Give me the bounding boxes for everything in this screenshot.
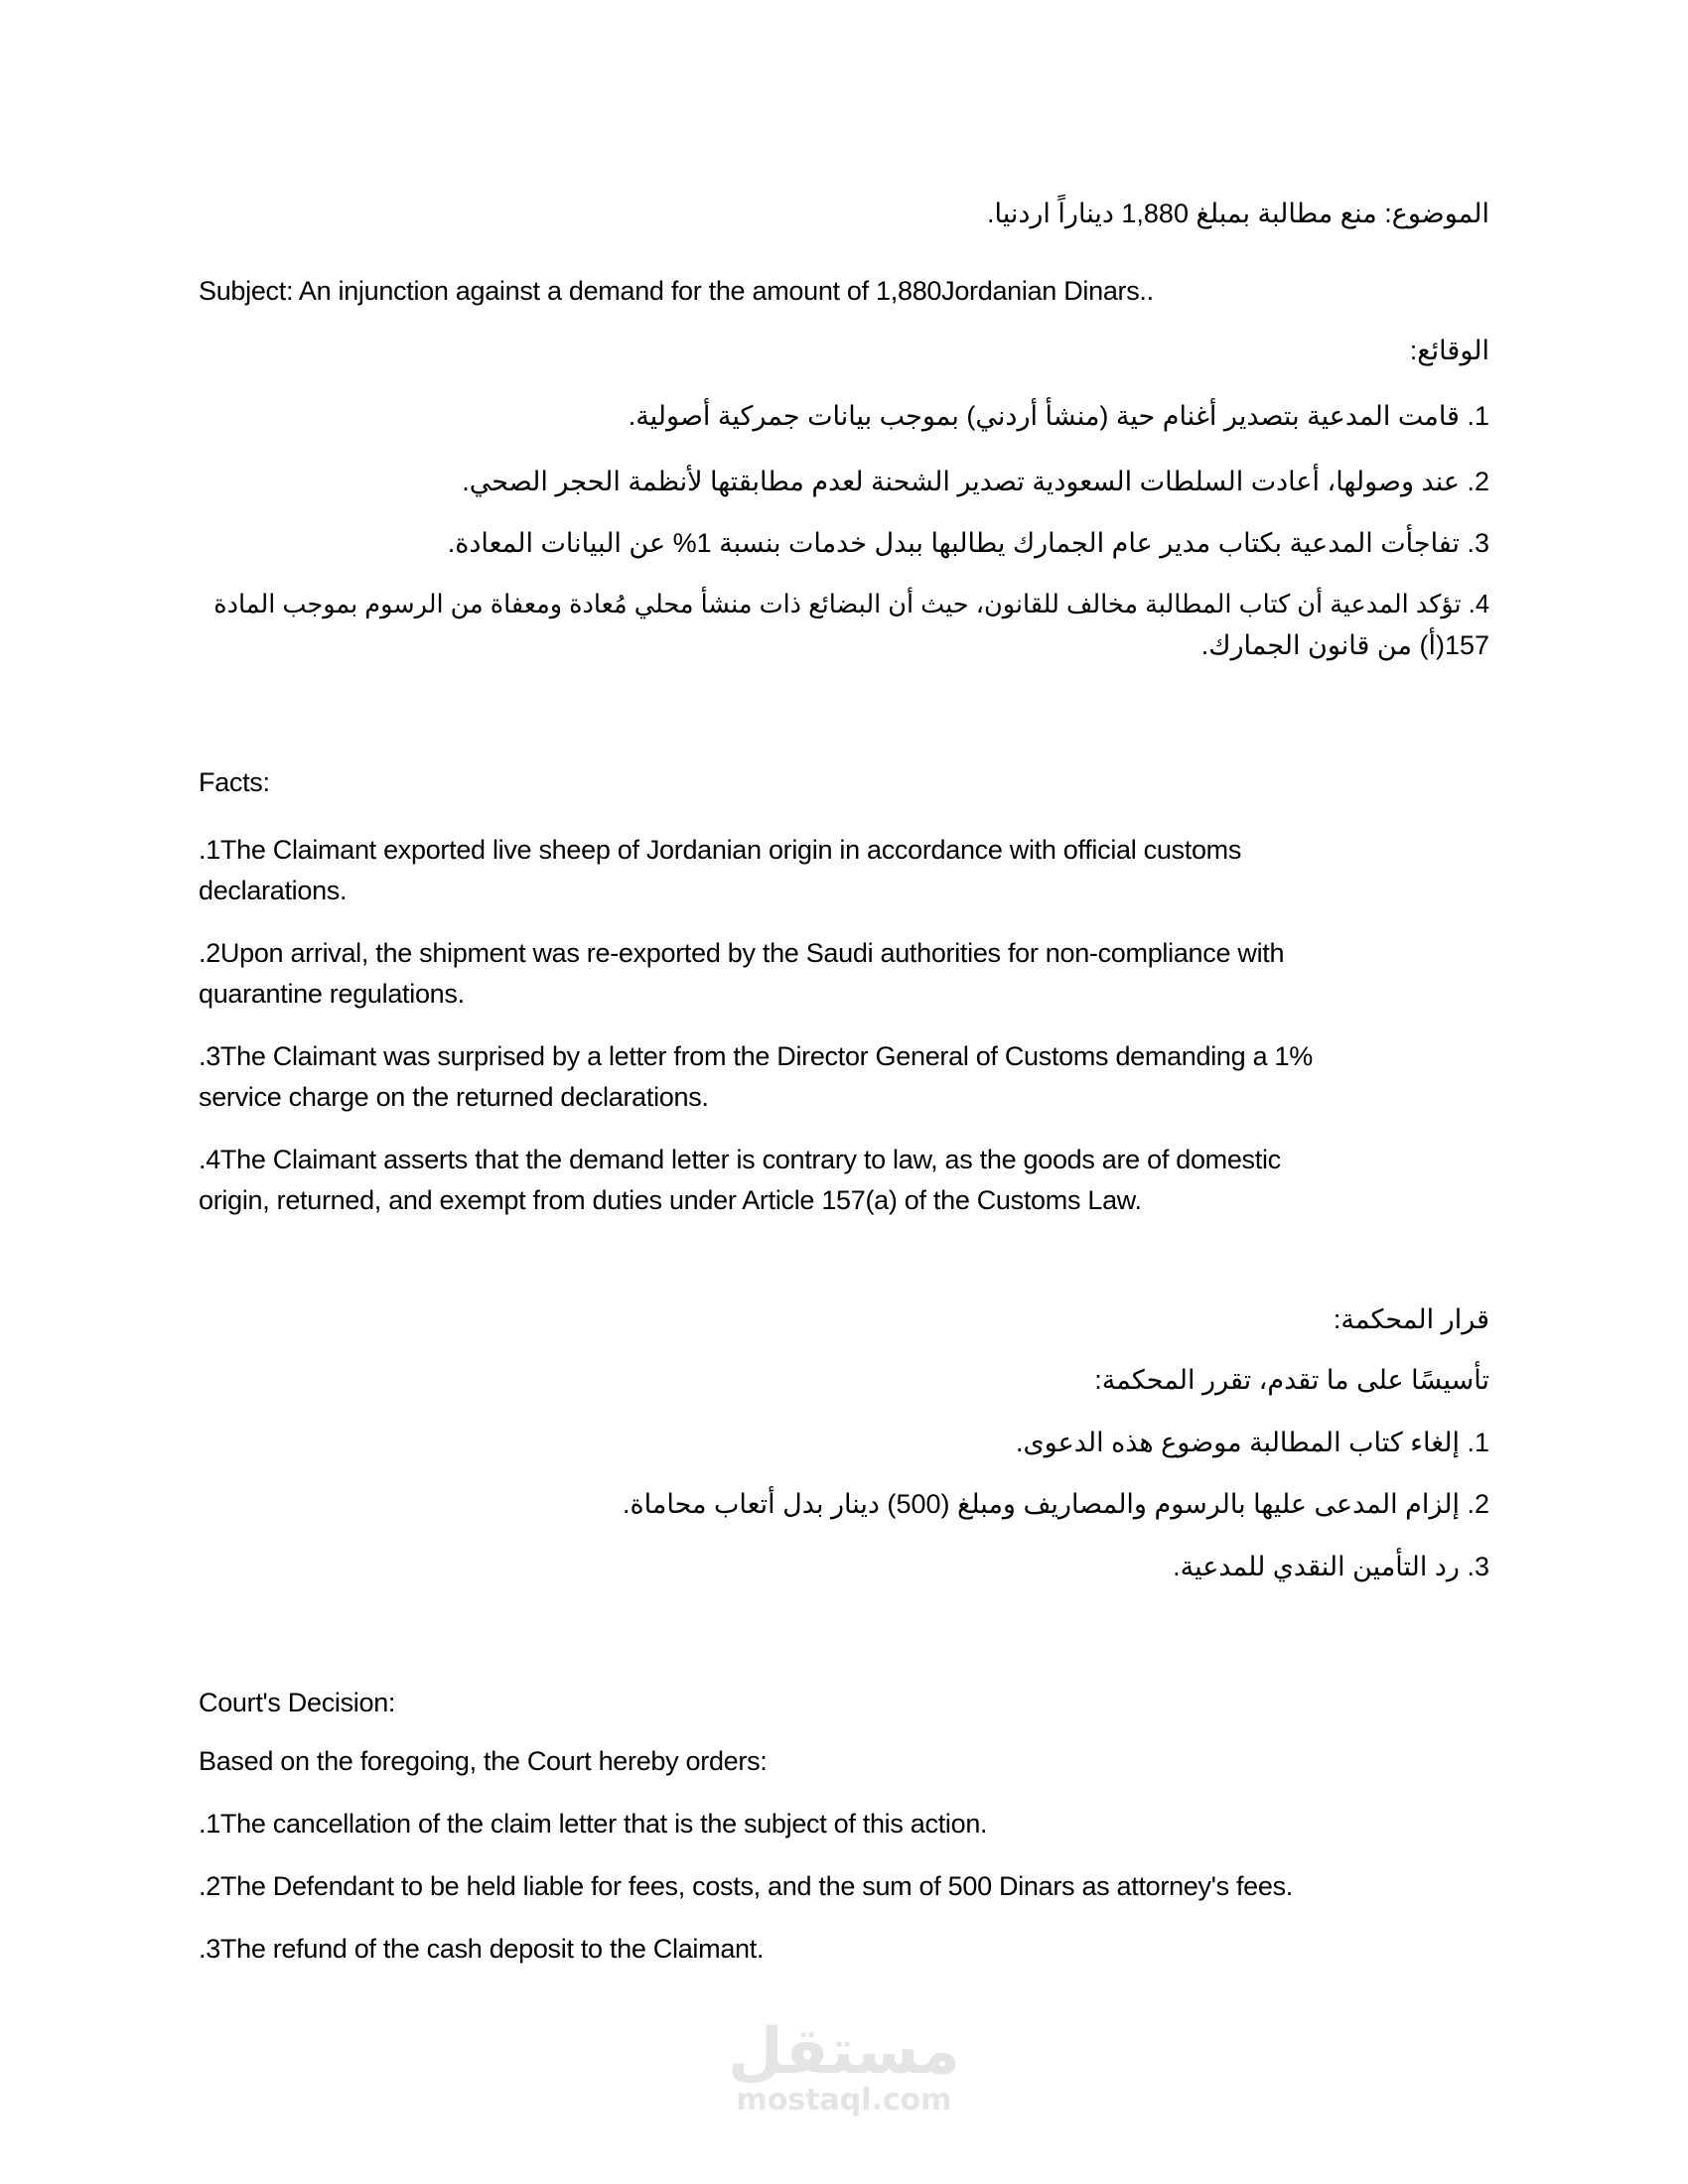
arabic-fact-4-line-1: 4. تؤكد المدعية أن كتاب المطالبة مخالف للقانون، حيث أن البضائع ذات منشأ محلي مُعادة ومعفاة من الرسوم بموجب المادة — [213, 591, 1489, 618]
english-fact-3-line-1: .3The Claimant was surprised by a letter from the Director General of Customs demanding a 1% — [199, 1041, 1313, 1071]
watermark-latin-text: mostaql.com — [736, 2083, 952, 2117]
arabic-decision-intro: تأسيسًا على ما تقدم، تقرر المحكمة: — [1094, 1365, 1489, 1395]
english-decision-intro: Based on the foregoing, the Court hereby orders: — [199, 1746, 768, 1776]
english-decision-item-1: .1The cancellation of the claim letter that is the subject of this action. — [199, 1809, 988, 1839]
english-fact-2-line-2: quarantine regulations. — [199, 979, 465, 1009]
arabic-fact-3: 3. تفاجأت المدعية بكتاب مدير عام الجمارك يطالبها ببدل خدمات بنسبة 1% عن البيانات المعادة. — [447, 528, 1489, 558]
arabic-decision-heading: قرار المحكمة: — [1333, 1304, 1489, 1334]
english-facts-heading: Facts: — [199, 767, 270, 797]
watermark-arabic-logo: مستقل — [727, 2015, 961, 2089]
arabic-subject: الموضوع: منع مطالبة بمبلغ 1,880 ديناراً اردنيا. — [986, 199, 1489, 228]
arabic-facts-heading: الوقائع: — [1409, 336, 1489, 365]
english-fact-4-line-2: origin, returned, and exempt from duties under Article 157(a) of the Customs Law. — [199, 1185, 1142, 1215]
english-fact-1-line-2: declarations. — [199, 876, 348, 905]
english-decision-item-2: .2The Defendant to be held liable for fees, costs, and the sum of 500 Dinars as attorney's fees. — [199, 1871, 1294, 1901]
english-fact-2-line-1: .2Upon arrival, the shipment was re-exported by the Saudi authorities for non-compliance with — [199, 938, 1285, 968]
mostaql-watermark — [715, 2015, 973, 2117]
arabic-fact-2: 2. عند وصولها، أعادت السلطات السعودية تصدير الشحنة لعدم مطابقتها لأنظمة الحجر الصحي. — [462, 467, 1489, 496]
arabic-decision-item-3: 3. رد التأمين النقدي للمدعية. — [1173, 1552, 1489, 1581]
english-fact-4-line-1: .4The Claimant asserts that the demand letter is contrary to law, as the goods are of domestic — [199, 1145, 1281, 1174]
english-decision-heading: Court's Decision: — [199, 1688, 396, 1717]
english-fact-3-line-2: service charge on the returned declarations. — [199, 1082, 709, 1112]
arabic-fact-4-line-2: 157(أ) من قانون الجمارك. — [1200, 630, 1489, 660]
arabic-decision-item-1: 1. إلغاء كتاب المطالبة موضوع هذه الدعوى. — [1016, 1428, 1489, 1457]
english-fact-1-line-1: .1The Claimant exported live sheep of Jordanian origin in accordance with official customs — [199, 835, 1242, 865]
arabic-decision-item-2: 2. إلزام المدعى عليها بالرسوم والمصاريف ومبلغ (500) دينار بدل أتعاب محاماة. — [623, 1489, 1489, 1519]
english-decision-item-3: .3The refund of the cash deposit to the Claimant. — [199, 1934, 765, 1964]
arabic-fact-1: 1. قامت المدعية بتصدير أغنام حية (منشأ أردني) بموجب بيانات جمركية أصولية. — [628, 401, 1489, 431]
english-subject: Subject: An injunction against a demand for the amount of 1,880Jordanian Dinars.. — [199, 276, 1154, 306]
